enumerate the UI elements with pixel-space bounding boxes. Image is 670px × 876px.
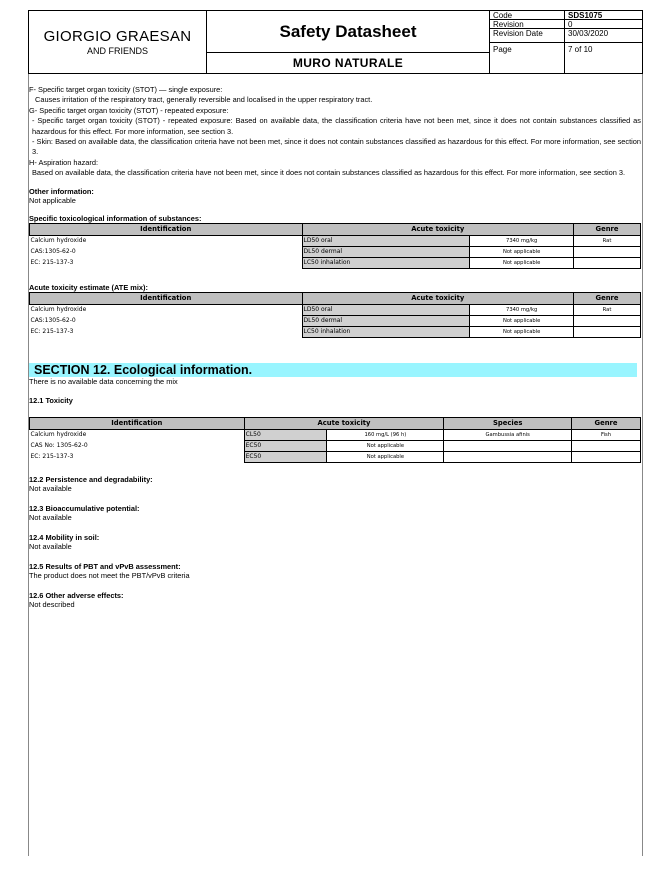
cell-test: LD50 oral <box>302 235 470 246</box>
table-row <box>30 304 641 315</box>
cell-identification: Calcium hydroxide <box>30 237 87 245</box>
stot-g-text-1: - Specific target organ toxicity (STOT) - repeated exposure: Based on available data, the classification criteria have not been met, since it does not contain substances classified as hazardous for this effect. For more information, see section 3. <box>32 116 641 136</box>
ate-mix-title: Acute toxicity estimate (ATE mix): <box>29 282 148 292</box>
other-information-text: Not applicable <box>29 195 76 205</box>
section-12-title: SECTION 12. Ecological information. <box>29 363 637 377</box>
col-header-acute-toxicity: Acute toxicity <box>302 292 574 304</box>
specific-tox-title: Specific toxicological information of substances: <box>29 213 202 223</box>
meta-value: 0 <box>565 20 642 29</box>
meta-value: 7 of 10 <box>568 45 593 54</box>
cell-genre: Rat <box>574 304 641 315</box>
table-row <box>30 451 641 462</box>
document-title: Safety Datasheet <box>207 11 489 53</box>
specific-tox-block <box>29 214 641 269</box>
cell-test: LD50 oral <box>302 304 470 315</box>
specific-tox-table <box>29 223 641 269</box>
cell-test: LC50 inhalation <box>302 257 470 268</box>
meta-key: Code <box>490 11 565 20</box>
ate-mix-block <box>29 283 641 338</box>
cell-value: Not applicable <box>470 315 574 326</box>
table-row <box>30 257 641 268</box>
cell-value: Not applicable <box>470 257 574 268</box>
cell-test: EC50 <box>244 451 327 462</box>
cell-genre: Fish <box>572 429 641 440</box>
table-row <box>30 235 641 246</box>
col-header-identification: Identification <box>30 223 303 235</box>
subsection-title: 12.6 Other adverse effects: <box>29 590 124 600</box>
subsection-text: Not available <box>29 512 72 522</box>
section-12 <box>29 363 641 609</box>
cell-genre: Rat <box>574 235 641 246</box>
cell-identification: EC: 215-137-3 <box>30 453 74 461</box>
table-row <box>30 326 641 337</box>
cell-test: DL50 dermal <box>302 246 470 257</box>
document-header <box>28 10 643 74</box>
cell-identification: Calcium hydroxide <box>30 306 87 314</box>
document-meta <box>490 11 642 73</box>
subsection-12-5 <box>29 562 641 580</box>
stot-h-title: H- Aspiration hazard: <box>29 157 99 167</box>
subsection-text: Not available <box>29 541 72 551</box>
page-content <box>29 85 641 609</box>
cell-genre <box>574 257 641 268</box>
table-row <box>30 315 641 326</box>
meta-key: Revision <box>490 20 565 29</box>
other-information-title: Other information: <box>29 186 94 196</box>
cell-species <box>444 451 572 462</box>
meta-key: Revision Date <box>490 29 565 43</box>
stot-f-text: Causes irritation of the respiratory tract, generally reversible and localised in the upper respiratory tract. <box>35 95 373 105</box>
subsection-12-6 <box>29 591 641 609</box>
subsection-title: 12.5 Results of PBT and vPvB assessment: <box>29 561 181 571</box>
cell-value: 160 mg/L (96 h) <box>327 429 444 440</box>
col-header-acute-toxicity: Acute toxicity <box>244 417 444 429</box>
page-border-right <box>642 74 643 856</box>
cell-identification: CAS:1305-62-0 <box>30 248 76 256</box>
toxicity-title: 12.1 Toxicity <box>29 395 73 405</box>
cell-value: 7340 mg/kg <box>470 235 574 246</box>
stot-f-title: F- Specific target organ toxicity (STOT) — single exposure: <box>29 85 223 94</box>
table-row <box>30 246 641 257</box>
meta-value: SDS1075 <box>565 11 642 20</box>
cell-genre <box>574 326 641 337</box>
cell-test: CL50 <box>244 429 327 440</box>
subsection-12-2 <box>29 475 641 493</box>
title-block <box>207 11 490 73</box>
cell-value: Not applicable <box>327 451 444 462</box>
cell-value: Not applicable <box>470 246 574 257</box>
meta-key: Page <box>490 43 565 73</box>
other-information <box>29 187 641 205</box>
section-12-intro: There is no available data concerning the mix <box>29 376 178 386</box>
cell-species: Gambussia afinis <box>444 429 572 440</box>
subsection-title: 12.2 Persistence and degradability: <box>29 474 153 484</box>
cell-value: Not applicable <box>470 326 574 337</box>
table-row <box>30 429 641 440</box>
col-header-acute-toxicity: Acute toxicity <box>302 223 574 235</box>
cell-test: EC50 <box>244 440 327 451</box>
stot-h-text: Based on available data, the classification criteria have not been met, since it does not contain substances classified as hazardous for this effect. For more information, see section 3. <box>32 168 626 178</box>
cell-value: 7340 mg/kg <box>470 304 574 315</box>
ate-mix-table <box>29 292 641 338</box>
cell-value: Not applicable <box>327 440 444 451</box>
cell-genre <box>574 315 641 326</box>
cell-identification: EC: 215-137-3 <box>30 259 74 267</box>
meta-value: 30/03/2020 <box>565 29 642 43</box>
eco-toxicity-table <box>29 417 641 463</box>
col-header-species: Species <box>444 417 572 429</box>
cell-test: LC50 inhalation <box>302 326 470 337</box>
col-header-genre: Genre <box>572 417 641 429</box>
subsection-title: 12.4 Mobility in soil: <box>29 532 100 542</box>
table-header-row <box>30 417 641 429</box>
col-header-identification: Identification <box>30 292 303 304</box>
cell-identification: CAS:1305-62-0 <box>30 317 76 325</box>
table-row <box>30 440 641 451</box>
company-subtitle: AND FRIENDS <box>86 46 148 56</box>
cell-test: DL50 dermal <box>302 315 470 326</box>
company-block <box>29 11 207 73</box>
company-name: GIORGIO GRAESAN <box>43 28 192 45</box>
table-header-row <box>30 223 641 235</box>
cell-identification: EC: 215-137-3 <box>30 328 74 336</box>
cell-species <box>444 440 572 451</box>
col-header-genre: Genre <box>574 223 641 235</box>
cell-genre <box>572 451 641 462</box>
col-header-identification: Identification <box>30 417 245 429</box>
cell-identification: Calcium hydroxide <box>30 431 87 439</box>
cell-genre <box>572 440 641 451</box>
cell-genre <box>574 246 641 257</box>
stot-g-title: G- Specific target organ toxicity (STOT) - repeated exposure: <box>29 105 229 115</box>
col-header-genre: Genre <box>574 292 641 304</box>
stot-g-text-2: - Skin: Based on available data, the classification criteria have not been met, since it does not contain substances classified as hazardous for this effect. For more information, see section 3. <box>32 137 641 157</box>
table-header-row <box>30 292 641 304</box>
stot-section <box>29 85 641 179</box>
subsection-text: Not described <box>29 599 75 609</box>
subsection-12-3 <box>29 504 641 522</box>
subsection-12-4 <box>29 533 641 551</box>
subsection-title: 12.3 Bioaccumulative potential: <box>29 503 140 513</box>
product-name: MURO NATURALE <box>292 56 404 70</box>
cell-identification: CAS No: 1305-62-0 <box>30 442 88 450</box>
subsection-text: Not available <box>29 483 72 493</box>
subsection-text: The product does not meet the PBT/vPvB criteria <box>29 570 190 580</box>
